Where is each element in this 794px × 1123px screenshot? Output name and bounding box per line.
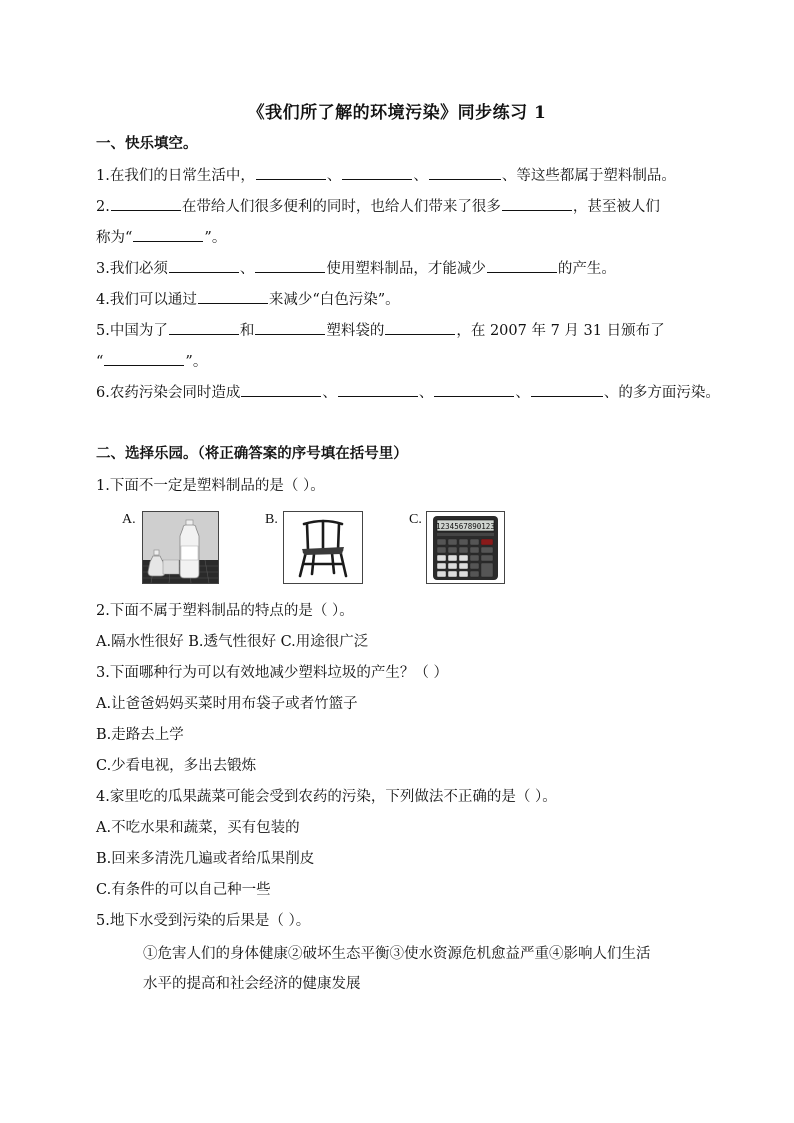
fill-question-5-line2: “ ”。 [96,351,207,372]
answer-blank[interactable] [241,382,321,397]
fill-question-3: 3.我们必须 、 使用塑料制品，才能减少 的产生。 [96,258,616,279]
fill-question-2-line2: 称为“ ”。 [96,227,226,248]
choice-question-3-option-a[interactable]: A.让爸爸妈妈买菜时用布袋子或者竹篮子 [96,696,358,712]
answer-blank[interactable] [255,320,325,335]
option-c-label[interactable]: C. [409,512,422,527]
answer-blank[interactable] [502,196,572,211]
answer-blank[interactable] [429,165,501,180]
answer-blank[interactable] [198,289,268,304]
answer-blank[interactable] [338,382,418,397]
choice-question-4-option-a[interactable]: A.不吃水果和蔬菜，买有包装的 [96,820,300,836]
choice-question-5: 5.地下水受到污染的后果是（ ）。 [96,913,311,929]
calculator-display-text: 1234567890123 [436,522,495,531]
calculator-icon [427,512,504,583]
answer-blank[interactable] [434,382,514,397]
choice-question-5-detail-line1: ①危害人们的身体健康②破坏生态平衡③使水资源危机愈益严重④影响人们生活 [143,946,651,962]
page-title: 《我们所了解的环境污染》同步练习 1 [247,103,547,123]
section1-heading: 一、快乐填空。 [96,135,198,152]
option-b-label[interactable]: B. [265,512,278,527]
answer-blank[interactable] [385,320,455,335]
choice-question-1: 1.下面不一定是塑料制品的是（ ）。 [96,478,325,494]
chair-image[interactable] [283,511,363,584]
choice-question-4-option-b[interactable]: B.回来多清洗几遍或者给瓜果削皮 [96,851,315,867]
fill-question-6: 6.农药污染会同时造成 、 、 、 、的多方面污染。 [96,382,720,403]
choice-question-5-detail-line2: 水平的提高和社会经济的健康发展 [143,976,361,992]
answer-blank[interactable] [169,258,239,273]
answer-blank[interactable] [104,351,184,366]
calculator-image[interactable] [426,511,505,584]
plastic-bottles-image[interactable] [142,511,219,584]
fill-question-5: 5.中国为了 和 塑料袋的 ，在 2007 年 7 月 31 日颁布了 [96,320,665,341]
answer-blank[interactable] [342,165,412,180]
choice-question-2: 2.下面不属于塑料制品的特点的是（ ）。 [96,603,354,619]
choice-question-2-options: A.隔水性很好 B.透气性很好 C.用途很广泛 [96,634,369,650]
answer-blank[interactable] [111,196,181,211]
option-a-label[interactable]: A. [122,512,136,527]
answer-blank[interactable] [133,227,203,242]
chair-icon [284,512,362,583]
answer-blank[interactable] [531,382,603,397]
section2-heading: 二、选择乐园。（将正确答案的序号填在括号里） [96,445,408,462]
answer-blank[interactable] [487,258,557,273]
plastic-bottles-icon [143,512,218,583]
choice-question-4: 4.家里吃的瓜果蔬菜可能会受到农药的污染，下列做法不正确的是（ ）。 [96,789,557,805]
answer-blank[interactable] [169,320,239,335]
fill-question-4: 4.我们可以通过 来减少“白色污染”。 [96,289,400,310]
choice-question-3-option-b[interactable]: B.走路去上学 [96,727,184,743]
choice-question-4-option-c[interactable]: C.有条件的可以自己种一些 [96,882,271,898]
fill-question-2: 2. 在带给人们很多便利的同时，也给人们带来了很多 ，甚至被人们 [96,196,660,217]
answer-blank[interactable] [256,165,326,180]
choice-question-3: 3.下面哪种行为可以有效地减少塑料垃圾的产生？（ ） [96,665,448,681]
answer-blank[interactable] [255,258,325,273]
fill-question-1: 1.在我们的日常生活中， 、 、 、等这些都属于塑料制品。 [96,165,676,186]
choice-question-3-option-c[interactable]: C.少看电视，多出去锻炼 [96,758,257,774]
